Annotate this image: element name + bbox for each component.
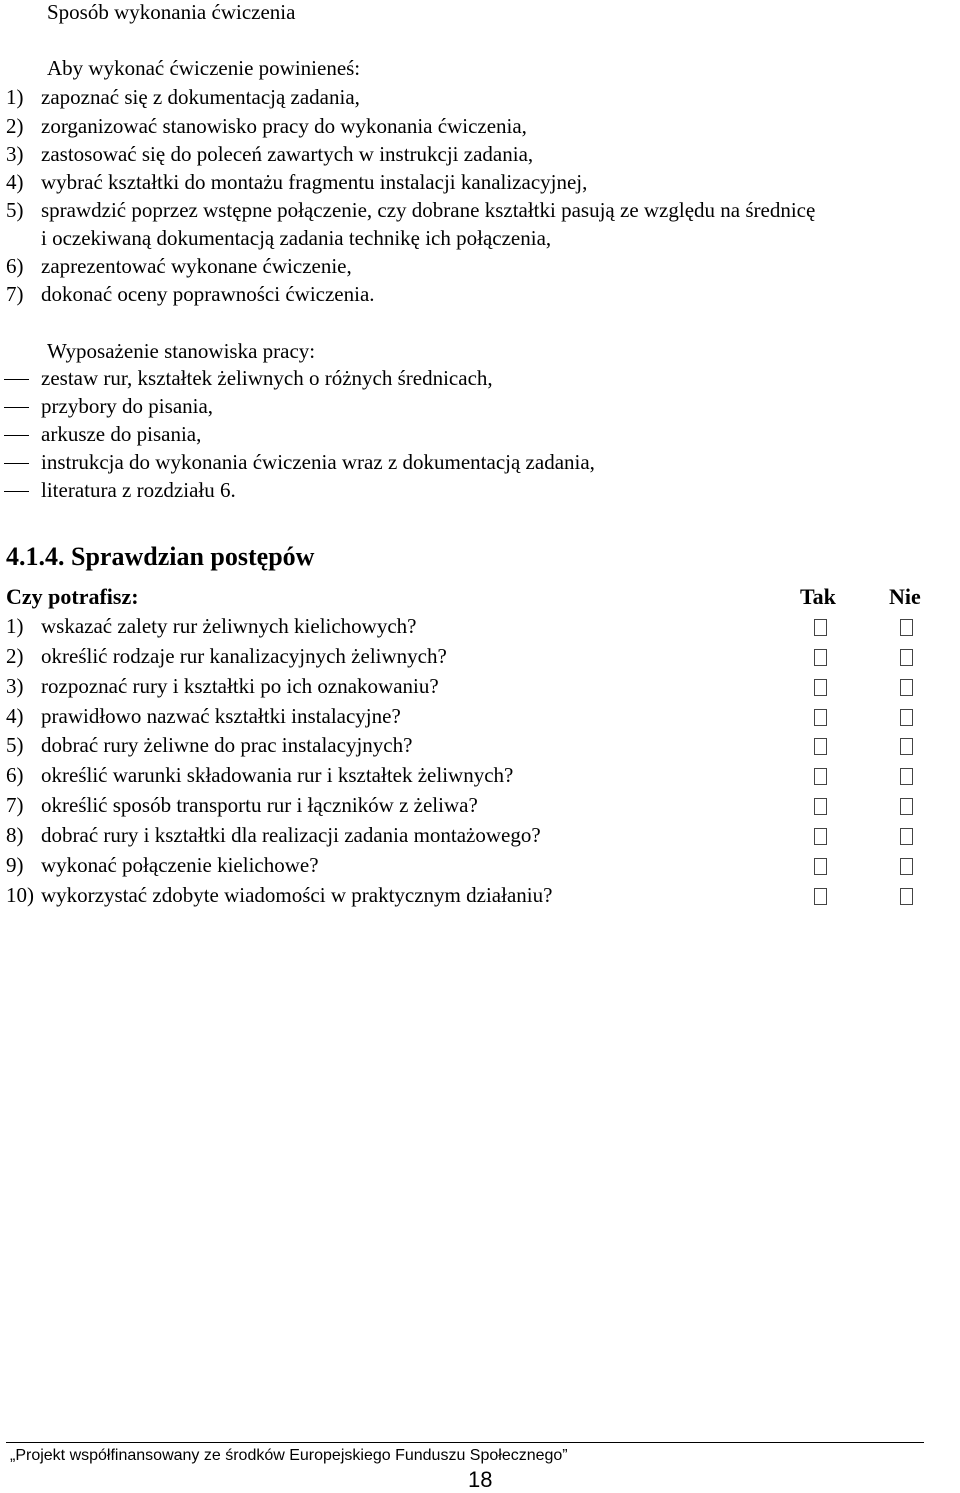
- equipment-text: zestaw rur, kształtek żeliwnych o różnych średnicach,: [41, 366, 493, 390]
- yes-checkbox[interactable]: [814, 738, 827, 755]
- question-number: 5): [6, 733, 24, 757]
- question-number: 4): [6, 704, 24, 728]
- footer-text: „Projekt współfinansowany ze środków Europejskiego Funduszu Społecznego”: [10, 1447, 568, 1464]
- no-checkbox[interactable]: [900, 888, 913, 905]
- progress-heading: 4.1.4. Sprawdzian postępów: [6, 542, 315, 571]
- question-text: prawidłowo nazwać kształtki instalacyjne?: [41, 704, 401, 728]
- column-yes-header: Tak: [800, 584, 836, 609]
- question-number: 7): [6, 793, 24, 817]
- dash-bullet: [4, 491, 29, 492]
- yes-checkbox[interactable]: [814, 828, 827, 845]
- question-text: określić warunki składowania rur i kształtek żeliwnych?: [41, 763, 514, 787]
- question-number: 6): [6, 763, 24, 787]
- step-text: zastosować się do poleceń zawartych w instrukcji zadania,: [41, 142, 534, 166]
- no-checkbox[interactable]: [900, 649, 913, 666]
- equipment-text: literatura z rozdziału 6.: [41, 478, 236, 502]
- footer-divider: [6, 1442, 924, 1443]
- no-checkbox[interactable]: [900, 828, 913, 845]
- yes-checkbox[interactable]: [814, 858, 827, 875]
- page-number: 18: [468, 1467, 493, 1492]
- question-number: 3): [6, 674, 24, 698]
- no-checkbox[interactable]: [900, 619, 913, 636]
- dash-bullet: [4, 379, 29, 380]
- step-number: 1): [6, 85, 24, 109]
- dash-bullet: [4, 463, 29, 464]
- question-number: 9): [6, 853, 24, 877]
- yes-checkbox[interactable]: [814, 888, 827, 905]
- question-text: określić rodzaje rur kanalizacyjnych żeliwnych?: [41, 644, 447, 668]
- yes-checkbox[interactable]: [814, 679, 827, 696]
- yes-checkbox[interactable]: [814, 619, 827, 636]
- step-number: 3): [6, 142, 24, 166]
- intro-text: Aby wykonać ćwiczenie powinieneś:: [47, 56, 361, 80]
- yes-checkbox[interactable]: [814, 798, 827, 815]
- step-text-continuation: i oczekiwaną dokumentacją zadania technikę ich połączenia,: [41, 226, 552, 250]
- no-checkbox[interactable]: [900, 738, 913, 755]
- can-you-label: Czy potrafisz:: [6, 584, 139, 609]
- equipment-text: przybory do pisania,: [41, 394, 214, 418]
- question-number: 10): [6, 883, 34, 907]
- equipment-heading: Wyposażenie stanowiska pracy:: [47, 339, 316, 363]
- step-text: sprawdzić poprzez wstępne połączenie, czy dobrane kształtki pasują ze względu na średnicę: [41, 198, 816, 222]
- no-checkbox[interactable]: [900, 858, 913, 875]
- question-text: określić sposób transportu rur i łączników z żeliwa?: [41, 793, 478, 817]
- column-no-header: Nie: [889, 584, 921, 609]
- no-checkbox[interactable]: [900, 709, 913, 726]
- no-checkbox[interactable]: [900, 798, 913, 815]
- question-text: wykorzystać zdobyte wiadomości w praktycznym działaniu?: [41, 883, 553, 907]
- step-number: 5): [6, 198, 24, 222]
- yes-checkbox[interactable]: [814, 768, 827, 785]
- step-text: zorganizować stanowisko pracy do wykonania ćwiczenia,: [41, 114, 527, 138]
- question-number: 1): [6, 614, 24, 638]
- step-number: 7): [6, 282, 24, 306]
- question-text: wskazać zalety rur żeliwnych kielichowych?: [41, 614, 417, 638]
- question-text: wykonać połączenie kielichowe?: [41, 853, 319, 877]
- step-number: 6): [6, 254, 24, 278]
- question-number: 2): [6, 644, 24, 668]
- step-text: zaprezentować wykonane ćwiczenie,: [41, 254, 352, 278]
- no-checkbox[interactable]: [900, 768, 913, 785]
- no-checkbox[interactable]: [900, 679, 913, 696]
- question-number: 8): [6, 823, 24, 847]
- step-number: 2): [6, 114, 24, 138]
- question-text: dobrać rury żeliwne do prac instalacyjnych?: [41, 733, 413, 757]
- dash-bullet: [4, 435, 29, 436]
- yes-checkbox[interactable]: [814, 709, 827, 726]
- yes-checkbox[interactable]: [814, 649, 827, 666]
- step-text: wybrać kształtki do montażu fragmentu instalacji kanalizacyjnej,: [41, 170, 588, 194]
- question-text: rozpoznać rury i kształtki po ich oznakowaniu?: [41, 674, 439, 698]
- step-text: zapoznać się z dokumentacją zadania,: [41, 85, 360, 109]
- step-text: dokonać oceny poprawności ćwiczenia.: [41, 282, 375, 306]
- dash-bullet: [4, 407, 29, 408]
- equipment-text: instrukcja do wykonania ćwiczenia wraz z dokumentacją zadania,: [41, 450, 595, 474]
- step-number: 4): [6, 170, 24, 194]
- section-title: Sposób wykonania ćwiczenia: [47, 0, 296, 24]
- question-text: dobrać rury i kształtki dla realizacji zadania montażowego?: [41, 823, 541, 847]
- equipment-text: arkusze do pisania,: [41, 422, 202, 446]
